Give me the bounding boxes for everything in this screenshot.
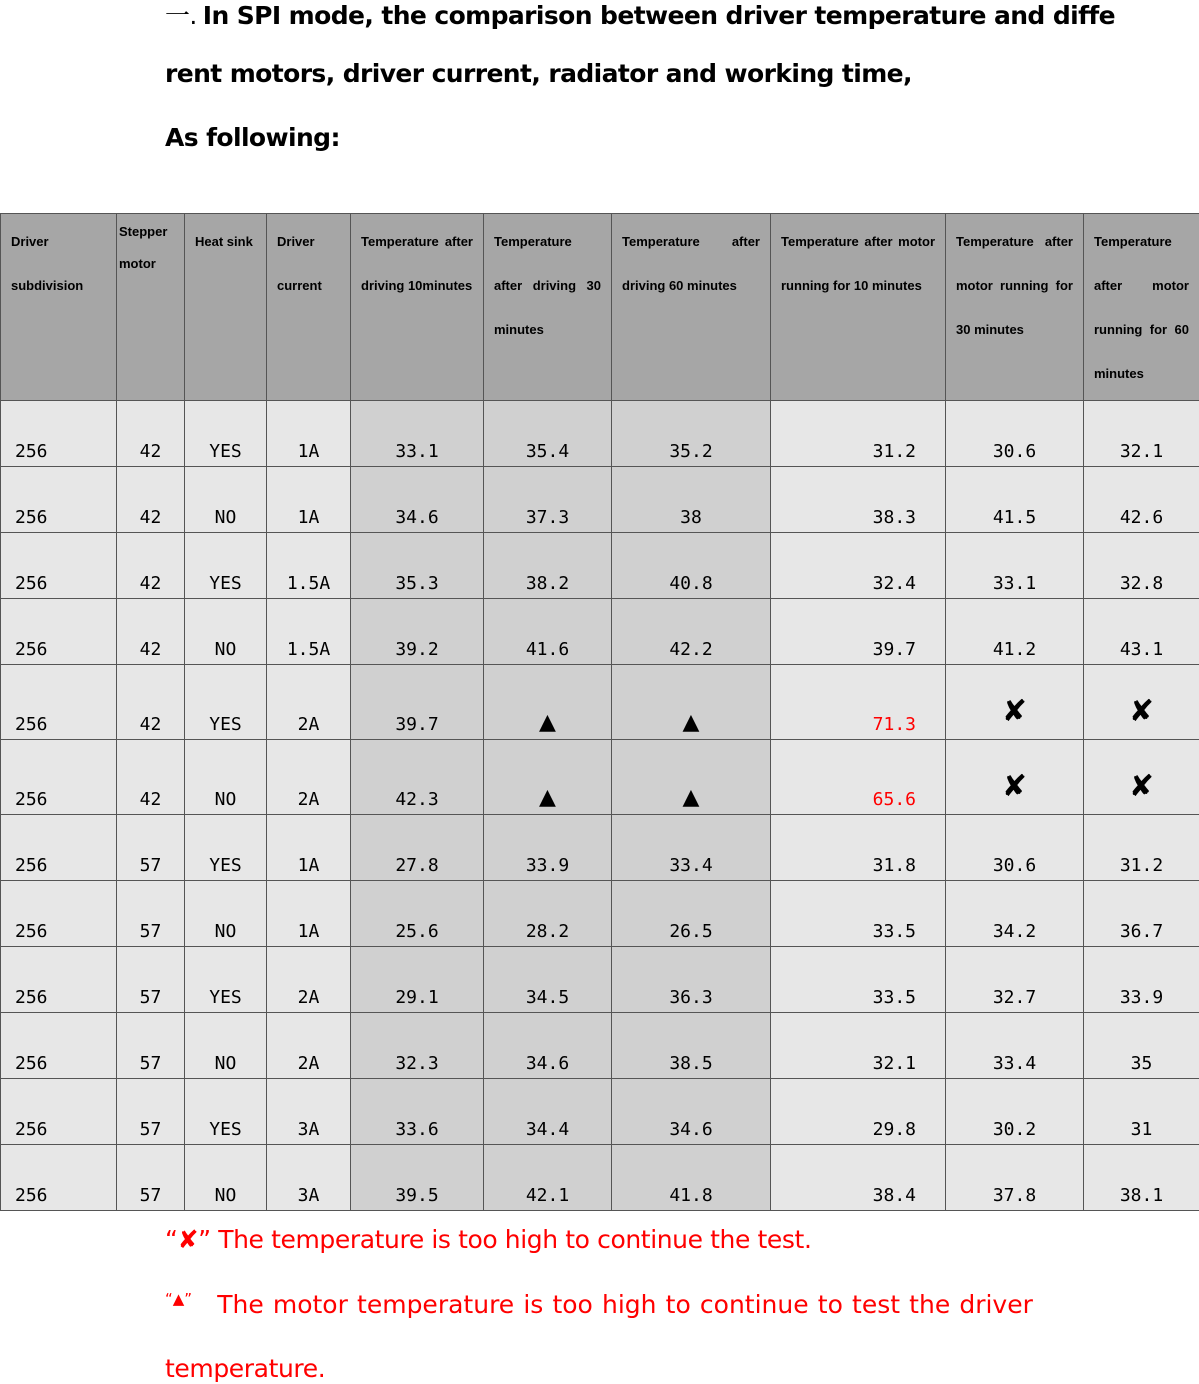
note-triangle-word: motor bbox=[272, 1290, 348, 1319]
note-triangle-line-2: temperature. bbox=[165, 1354, 326, 1383]
cell-temp-driving-60: 33.4 bbox=[612, 815, 771, 881]
cell-driver-current: 3A bbox=[267, 1145, 351, 1211]
cell-temp-motor-30: 41.2 bbox=[946, 599, 1084, 665]
note-triangle-word: the bbox=[909, 1290, 951, 1319]
table-row bbox=[1, 599, 1199, 665]
note-triangle bbox=[165, 1290, 1033, 1319]
table-row bbox=[1, 1079, 1199, 1145]
cell-temp-driving-10: 34.6 bbox=[351, 467, 484, 533]
cell-temp-motor-30: 30.2 bbox=[946, 1079, 1084, 1145]
cell-subdivision: 256 bbox=[1, 740, 117, 815]
cell-temp-driving-60: 40.8 bbox=[612, 533, 771, 599]
cell-temp-driving-30: 38.2 bbox=[484, 533, 612, 599]
cell-stepper-motor: 57 bbox=[117, 947, 185, 1013]
cell-subdivision: 256 bbox=[1, 881, 117, 947]
cell-heat-sink: YES bbox=[185, 401, 267, 467]
cell-temp-motor-60: 31.2 bbox=[1084, 815, 1199, 881]
table-row bbox=[1, 947, 1199, 1013]
cell-driver-current: 1.5A bbox=[267, 599, 351, 665]
cell-heat-sink: YES bbox=[185, 815, 267, 881]
note-cross-text: ” The temperature is too high to continue the test. bbox=[198, 1225, 812, 1254]
cell-temp-motor-10: 39.7 bbox=[771, 599, 946, 665]
cell-heat-sink: YES bbox=[185, 1079, 267, 1145]
heading-line-2: rent motors, driver current, radiator and working time, bbox=[165, 59, 912, 88]
cell-subdivision: 256 bbox=[1, 599, 117, 665]
header-driver-subdivision: Driver subdivision bbox=[1, 214, 117, 401]
cell-heat-sink: NO bbox=[185, 740, 267, 815]
header-temp-driving-30: Temperature after driving 30 minutes bbox=[484, 214, 612, 401]
note-cross-open-quote: “ bbox=[165, 1225, 178, 1254]
heading-line-3: As following: bbox=[165, 123, 340, 152]
heading-text-1: In SPI mode, the comparison between driver temperature and diffe bbox=[202, 1, 1116, 30]
cell-temp-motor-60: 32.1 bbox=[1084, 401, 1199, 467]
cell-temp-driving-60: 42.2 bbox=[612, 599, 771, 665]
cell-temp-motor-60: 42.6 bbox=[1084, 467, 1199, 533]
cell-temp-driving-60: 35.2 bbox=[612, 401, 771, 467]
table-row bbox=[1, 401, 1199, 467]
note-triangle-word: temperature bbox=[357, 1290, 515, 1319]
cell-heat-sink: NO bbox=[185, 881, 267, 947]
cell-temp-driving-10: 33.6 bbox=[351, 1079, 484, 1145]
cell-temp-motor-10: 71.3 bbox=[771, 665, 946, 740]
cell-driver-current: 2A bbox=[267, 1013, 351, 1079]
cell-temp-driving-10: 42.3 bbox=[351, 740, 484, 815]
header-stepper-motor: Stepper motor bbox=[117, 214, 185, 401]
table-row bbox=[1, 533, 1199, 599]
cell-temp-motor-30: 30.6 bbox=[946, 401, 1084, 467]
cell-temp-driving-60: 26.5 bbox=[612, 881, 771, 947]
cell-subdivision: 256 bbox=[1, 1145, 117, 1211]
note-triangle-word: too bbox=[552, 1290, 593, 1319]
cell-driver-current: 1A bbox=[267, 401, 351, 467]
table-row bbox=[1, 815, 1199, 881]
cell-temp-driving-10: 25.6 bbox=[351, 881, 484, 947]
cell-temp-motor-10: 29.8 bbox=[771, 1079, 946, 1145]
cell-stepper-motor: 57 bbox=[117, 1013, 185, 1079]
cell-temp-driving-10: 27.8 bbox=[351, 815, 484, 881]
table-body bbox=[1, 401, 1199, 1211]
cell-temp-driving-30: 37.3 bbox=[484, 467, 612, 533]
cell-temp-motor-10: 33.5 bbox=[771, 947, 946, 1013]
cell-driver-current: 2A bbox=[267, 665, 351, 740]
cell-temp-driving-60: 38.5 bbox=[612, 1013, 771, 1079]
cell-heat-sink: YES bbox=[185, 533, 267, 599]
triangle-icon: “▲” bbox=[165, 1290, 193, 1308]
cell-temp-motor-10: 32.4 bbox=[771, 533, 946, 599]
triangle-icon: ▲ bbox=[484, 665, 612, 740]
cell-heat-sink: YES bbox=[185, 947, 267, 1013]
cell-heat-sink: YES bbox=[185, 665, 267, 740]
cell-temp-driving-30: 41.6 bbox=[484, 599, 612, 665]
cell-subdivision: 256 bbox=[1, 1079, 117, 1145]
cell-temp-driving-30: 42.1 bbox=[484, 1145, 612, 1211]
note-triangle-word: test bbox=[852, 1290, 901, 1319]
table-row bbox=[1, 1013, 1199, 1079]
header-temp-driving-10: Temperature after driving 10minutes bbox=[351, 214, 484, 401]
cell-subdivision: 256 bbox=[1, 815, 117, 881]
cell-temp-motor-10: 33.5 bbox=[771, 881, 946, 947]
cross-icon: ✘ bbox=[946, 665, 1084, 740]
cell-stepper-motor: 57 bbox=[117, 1079, 185, 1145]
cell-driver-current: 1A bbox=[267, 881, 351, 947]
note-triangle-word: driver bbox=[959, 1290, 1033, 1319]
table-row bbox=[1, 665, 1199, 740]
cell-driver-current: 1A bbox=[267, 815, 351, 881]
cell-temp-motor-60: 43.1 bbox=[1084, 599, 1199, 665]
note-triangle-word: to bbox=[665, 1290, 691, 1319]
table-header-row bbox=[1, 214, 1199, 401]
note-triangle-word: continue bbox=[699, 1290, 809, 1319]
cross-icon: ✘ bbox=[1084, 740, 1199, 815]
cell-temp-motor-10: 31.8 bbox=[771, 815, 946, 881]
note-triangle-word: The bbox=[217, 1290, 264, 1319]
cell-temp-motor-30: 32.7 bbox=[946, 947, 1084, 1013]
note-triangle-word: is bbox=[523, 1290, 544, 1319]
header-heat-sink: Heat sink bbox=[185, 214, 267, 401]
cell-temp-driving-30: 34.4 bbox=[484, 1079, 612, 1145]
cell-temp-motor-30: 33.1 bbox=[946, 533, 1084, 599]
temperature-table bbox=[0, 213, 1199, 1211]
cell-stepper-motor: 42 bbox=[117, 533, 185, 599]
cell-temp-driving-60: 41.8 bbox=[612, 1145, 771, 1211]
header-temp-motor-10: Temperature after motor running for 10 minutes bbox=[771, 214, 946, 401]
triangle-icon: ▲ bbox=[484, 740, 612, 815]
cross-icon: ✘ bbox=[1084, 665, 1199, 740]
cell-temp-driving-30: 33.9 bbox=[484, 815, 612, 881]
cell-temp-driving-10: 33.1 bbox=[351, 401, 484, 467]
note-triangle-word: to bbox=[817, 1290, 843, 1319]
table-row bbox=[1, 881, 1199, 947]
cell-temp-motor-30: 33.4 bbox=[946, 1013, 1084, 1079]
table-row bbox=[1, 740, 1199, 815]
header-temp-motor-60: Temperature after motor running for 60 minutes bbox=[1084, 214, 1199, 401]
header-driver-current: Driver current bbox=[267, 214, 351, 401]
triangle-icon: ▲ bbox=[612, 740, 771, 815]
cross-icon: ✘ bbox=[177, 1225, 199, 1254]
cell-temp-driving-30: 34.6 bbox=[484, 1013, 612, 1079]
cell-temp-motor-30: 30.6 bbox=[946, 815, 1084, 881]
cell-temp-motor-30: 41.5 bbox=[946, 467, 1084, 533]
cell-stepper-motor: 42 bbox=[117, 401, 185, 467]
header-temp-driving-60: Temperature after driving 60 minutes bbox=[612, 214, 771, 401]
cell-temp-driving-30: 35.4 bbox=[484, 401, 612, 467]
cell-temp-driving-10: 39.7 bbox=[351, 665, 484, 740]
cell-temp-driving-10: 39.2 bbox=[351, 599, 484, 665]
cell-subdivision: 256 bbox=[1, 401, 117, 467]
cell-temp-motor-60: 33.9 bbox=[1084, 947, 1199, 1013]
header-temp-motor-30: Temperature after motor running for 30 minutes bbox=[946, 214, 1084, 401]
cell-stepper-motor: 42 bbox=[117, 467, 185, 533]
cell-temp-driving-60: 38 bbox=[612, 467, 771, 533]
cell-driver-current: 1A bbox=[267, 467, 351, 533]
cell-temp-driving-30: 28.2 bbox=[484, 881, 612, 947]
heading-prefix: 一. bbox=[165, 1, 197, 30]
cell-temp-motor-60: 36.7 bbox=[1084, 881, 1199, 947]
cell-subdivision: 256 bbox=[1, 533, 117, 599]
cell-temp-motor-60: 31 bbox=[1084, 1079, 1199, 1145]
cell-stepper-motor: 42 bbox=[117, 740, 185, 815]
cell-stepper-motor: 57 bbox=[117, 881, 185, 947]
cell-temp-driving-30: 34.5 bbox=[484, 947, 612, 1013]
cell-temp-motor-30: 37.8 bbox=[946, 1145, 1084, 1211]
cell-temp-driving-10: 32.3 bbox=[351, 1013, 484, 1079]
cell-stepper-motor: 57 bbox=[117, 815, 185, 881]
cell-subdivision: 256 bbox=[1, 665, 117, 740]
cell-driver-current: 3A bbox=[267, 1079, 351, 1145]
cell-temp-driving-10: 39.5 bbox=[351, 1145, 484, 1211]
table-row bbox=[1, 1145, 1199, 1211]
cell-temp-driving-10: 35.3 bbox=[351, 533, 484, 599]
cell-temp-motor-10: 38.4 bbox=[771, 1145, 946, 1211]
cell-subdivision: 256 bbox=[1, 467, 117, 533]
cell-temp-motor-10: 38.3 bbox=[771, 467, 946, 533]
cell-temp-driving-60: 36.3 bbox=[612, 947, 771, 1013]
cell-temp-driving-10: 29.1 bbox=[351, 947, 484, 1013]
cell-heat-sink: NO bbox=[185, 467, 267, 533]
triangle-icon: ▲ bbox=[612, 665, 771, 740]
cell-temp-motor-10: 32.1 bbox=[771, 1013, 946, 1079]
cell-driver-current: 1.5A bbox=[267, 533, 351, 599]
cell-temp-motor-60: 38.1 bbox=[1084, 1145, 1199, 1211]
cell-heat-sink: NO bbox=[185, 1013, 267, 1079]
cell-driver-current: 2A bbox=[267, 740, 351, 815]
cell-driver-current: 2A bbox=[267, 947, 351, 1013]
cell-temp-motor-60: 32.8 bbox=[1084, 533, 1199, 599]
cell-temp-driving-60: 34.6 bbox=[612, 1079, 771, 1145]
cell-heat-sink: NO bbox=[185, 1145, 267, 1211]
cell-temp-motor-30: 34.2 bbox=[946, 881, 1084, 947]
heading-line-1 bbox=[165, 0, 1115, 32]
cell-heat-sink: NO bbox=[185, 599, 267, 665]
cell-subdivision: 256 bbox=[1, 947, 117, 1013]
cell-subdivision: 256 bbox=[1, 1013, 117, 1079]
cell-stepper-motor: 42 bbox=[117, 599, 185, 665]
cell-temp-motor-10: 31.2 bbox=[771, 401, 946, 467]
note-triangle-word: high bbox=[602, 1290, 657, 1319]
cell-temp-motor-60: 35 bbox=[1084, 1013, 1199, 1079]
cell-stepper-motor: 57 bbox=[117, 1145, 185, 1211]
cell-temp-motor-10: 65.6 bbox=[771, 740, 946, 815]
cross-icon: ✘ bbox=[946, 740, 1084, 815]
cell-stepper-motor: 42 bbox=[117, 665, 185, 740]
note-cross bbox=[165, 1225, 812, 1254]
table-row bbox=[1, 467, 1199, 533]
